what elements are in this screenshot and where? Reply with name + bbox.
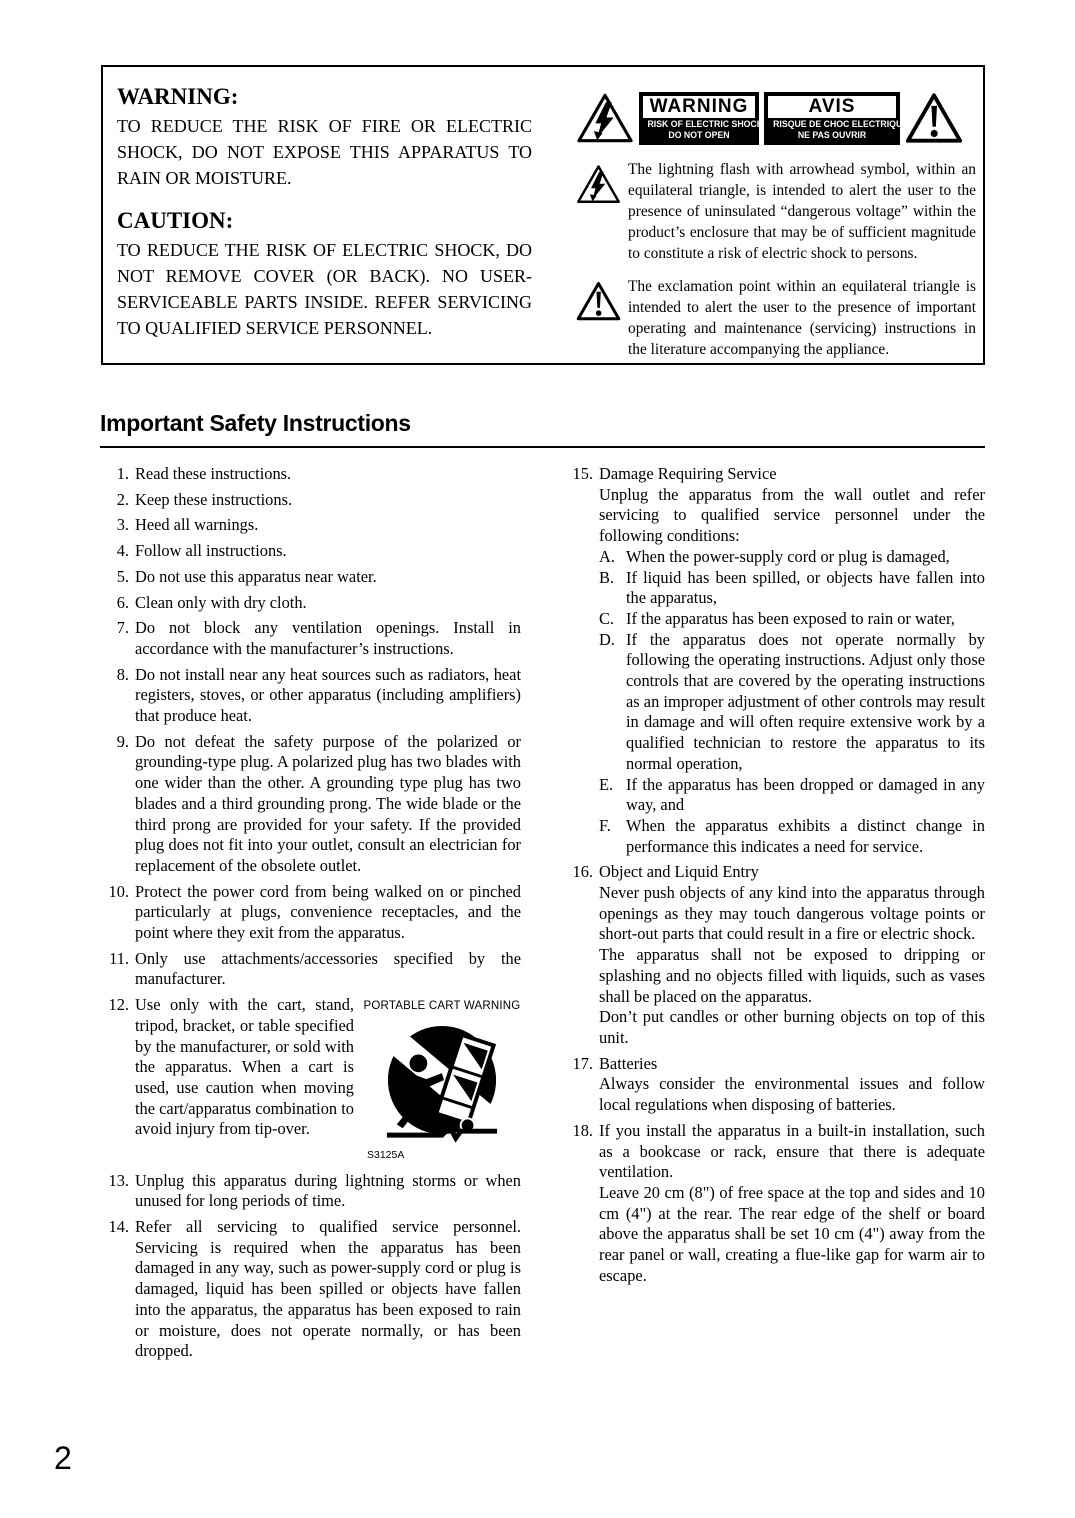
list-item <box>564 464 985 857</box>
list-item <box>564 862 985 1048</box>
sub-item <box>599 609 985 630</box>
item-body <box>599 1121 985 1287</box>
item-number: 17. <box>572 1053 593 1073</box>
sub-item-letter: C. <box>599 608 615 628</box>
item-text: Do not block any ventilation openings. Install in accordance with the manufacturer’s instructions. <box>135 618 521 658</box>
item-text: Heed all warnings. <box>135 515 259 535</box>
item-number: 9. <box>116 731 129 751</box>
warning-label-line2: DO NOT OPEN <box>668 129 730 141</box>
exclamation-triangle-icon <box>905 92 963 145</box>
list-item <box>100 618 521 659</box>
list-item <box>100 541 521 562</box>
list-item <box>100 567 521 588</box>
sub-item <box>599 775 985 816</box>
item-number: 7. <box>116 618 129 638</box>
sub-item-letter: B. <box>599 567 615 587</box>
item-number: 14. <box>108 1216 129 1236</box>
lightning-note-text: The lightning flash with arrowhead symbol, within an equilateral triangle, is intended to alert the user to the presence of uninsulated “dangerous voltage” within the product’s enclosure that may be of sufficient magnitude to constitute a risk of electric shock to persons. <box>628 161 976 262</box>
item-number: 2. <box>116 489 129 509</box>
item-number: 8. <box>116 664 129 684</box>
list-item <box>564 1054 985 1116</box>
warning-label-badge <box>639 92 764 145</box>
list-item <box>100 665 521 727</box>
item-body <box>599 1054 985 1116</box>
item-title: Object and Liquid Entry <box>599 862 759 882</box>
portable-cart-warning-figure <box>363 995 521 1165</box>
caution-heading: CAUTION: <box>117 208 234 233</box>
item-title: Batteries <box>599 1053 658 1073</box>
list-item <box>100 515 521 536</box>
list-item <box>100 882 521 944</box>
item-text: Don’t put candles or other burning objects on top of this unit. <box>599 1007 985 1047</box>
warning-text: TO REDUCE THE RISK OF FIRE OR ELECTRIC SHOCK, DO NOT EXPOSE THIS APPARATUS TO RAIN OR MOISTURE. <box>117 116 532 188</box>
item-text: Leave 20 cm (8") of free space at the top and sides and 10 cm (4") at the rear. The rear edge of the shelf or board above the apparatus shall be set 10 cm (4") away from the rear panel or wall, creating a flue-like gap for warm air to escape. <box>599 1182 985 1285</box>
list-item <box>100 593 521 614</box>
list-item <box>100 1217 521 1362</box>
page-number: 2 <box>54 1440 72 1476</box>
instructions-column-left <box>100 464 521 1367</box>
item-text: Do not defeat the safety purpose of the polarized or grounding-type plug. A polarized plug has two blades with one wider than the other. A grounding type plug has two blades and a third grounding prong. The wide blade or the third prong are provided for your safety. If the provided plug does not fit into your outlet, consult an electrician for replacement of the obsolete outlet. <box>135 731 521 875</box>
avis-label-line2: NE PAS OUVRIR <box>797 129 867 141</box>
item-text: Unplug this apparatus during lightning storms or when unused for long periods of time. <box>135 1170 521 1211</box>
avis-label-title: AVIS <box>768 96 896 118</box>
item-text: Only use attachments/accessories specified by the manufacturer. <box>135 948 521 989</box>
item-text: Do not use this apparatus near water. <box>135 566 377 586</box>
list-item-cart <box>100 995 521 1165</box>
page-title: Important Safety Instructions <box>100 410 411 436</box>
item-text: Do not install near any heat sources such as radiators, heat registers, stoves, or other apparatus (including amplifiers) that produce heat. <box>135 664 521 726</box>
sub-item-text: If the apparatus has been dropped or damaged in any way, and <box>626 774 985 815</box>
sub-item-letter: A. <box>599 546 615 566</box>
exclamation-note-row <box>576 276 976 360</box>
sub-item-letter: F. <box>599 815 611 835</box>
warning-label-line1: RISK OF ELECTRIC SHOCK <box>647 118 764 130</box>
list-item <box>100 490 521 511</box>
warning-label-title: WARNING <box>643 96 755 118</box>
item-number: 5. <box>116 566 129 586</box>
sub-item-letter: D. <box>599 629 615 649</box>
sub-item <box>599 630 985 775</box>
sub-item-text: If the apparatus does not operate normally by following the operating instructions. Adjust only those controls that are covered by the operating instructions as an improper adjustment of other controls may result in damage and will often require extensive work by a qualified technician to restore the apparatus to its normal operation, <box>626 629 985 773</box>
item-number: 18. <box>572 1120 593 1140</box>
item-text: The apparatus shall not be exposed to dripping or splashing and no objects filled with liquids, such as vases shall be placed on the apparatus. <box>599 945 985 1006</box>
avis-label-line1: RISQUE DE CHOC ELECTRIQUE <box>773 118 909 130</box>
list-item <box>100 464 521 485</box>
item-number: 12. <box>108 995 129 1015</box>
list-item <box>100 1171 521 1212</box>
exclamation-note-text: The exclamation point within an equilateral triangle is intended to alert the user to the presence of important operating and maintenance (servicing) instructions in the literature accompanying the appliance. <box>628 278 976 358</box>
item-text: Clean only with dry cloth. <box>135 592 307 612</box>
cart-figure-code: S3125A <box>367 1148 405 1161</box>
item-text: Never push objects of any kind into the apparatus through openings as they may touch dangerous voltage points or short-out parts that could result in a fire or electric shock. <box>599 883 985 944</box>
portable-cart-warning-icon <box>383 1024 501 1144</box>
item-text: Read these instructions. <box>135 464 292 483</box>
item-number: 1. <box>116 464 129 483</box>
item-number: 10. <box>108 881 129 901</box>
item-body <box>599 862 985 1048</box>
caution-text: TO REDUCE THE RISK OF ELECTRIC SHOCK, DO NOT REMOVE COVER (OR BACK). NO USER-SERVICEABLE PARTS INSIDE. REFER SERVICING TO QUALIFIED SERVICE PERSONNEL. <box>117 240 532 338</box>
item-text: Protect the power cord from being walked on or pinched particularly at plugs, convenience receptacles, and the point where they exit from the apparatus. <box>135 881 521 943</box>
sub-item <box>599 568 985 609</box>
item-text: Refer all servicing to qualified service personnel. Servicing is required when the apparatus has been damaged in any way, such as power-supply cord or plug is damaged, liquid has been spilled or objects have fallen into the apparatus, the apparatus has been exposed to rain or moisture, does not operate normally, or has been dropped. <box>135 1216 521 1361</box>
item-number: 11. <box>109 948 129 968</box>
item-number: 15. <box>572 464 593 483</box>
item-number: 13. <box>108 1170 129 1190</box>
item-number: 3. <box>116 515 129 535</box>
cart-figure-title: PORTABLE CART WARNING <box>363 1000 521 1013</box>
instructions-column-right <box>564 464 985 1291</box>
warning-caution-box <box>101 65 985 365</box>
item-text: Follow all instructions. <box>135 541 287 561</box>
item-title: Damage Requiring Service <box>599 464 777 483</box>
sub-item-text: If the apparatus has been exposed to rain or water, <box>626 608 955 628</box>
item-number: 6. <box>116 592 129 612</box>
item-text: Unplug the apparatus from the wall outlet and refer servicing to qualified service personnel under the following conditions: <box>599 484 985 546</box>
item-text: Use only with the cart, stand, tripod, bracket, or table specified by the manufacturer, or sold with the apparatus. When a cart is used, use caution when moving the cart/apparatus combination to avoid injury from tip-over. <box>135 995 354 1139</box>
hazard-labels-row <box>576 89 976 147</box>
item-text: Always consider the environmental issues and follow local regulations when disposing of batteries. <box>599 1074 985 1115</box>
list-item <box>100 732 521 877</box>
item-body <box>599 464 985 857</box>
lightning-triangle-icon <box>576 164 621 205</box>
sub-item-text: If liquid has been spilled, or objects have fallen into the apparatus, <box>626 567 985 608</box>
sub-item-text: When the power-supply cord or plug is damaged, <box>626 546 950 566</box>
item-number: 4. <box>116 541 129 561</box>
warning-heading: WARNING: <box>117 84 239 109</box>
item-body <box>135 995 521 1165</box>
sub-item <box>599 547 985 568</box>
list-item <box>100 949 521 990</box>
title-divider <box>100 446 985 448</box>
exclamation-triangle-icon <box>576 281 621 322</box>
item-text: If you install the apparatus in a built-in installation, such as a bookcase or rack, ensure that there is adequate ventilation. <box>599 1120 985 1182</box>
lightning-triangle-icon <box>576 92 634 145</box>
list-item <box>564 1121 985 1287</box>
lightning-note-row <box>576 159 976 264</box>
sub-item-letter: E. <box>599 774 614 794</box>
avis-label-badge <box>764 92 909 145</box>
warning-caution-text-block <box>117 83 532 357</box>
item-text: Keep these instructions. <box>135 489 293 509</box>
sub-item <box>599 816 985 857</box>
hazard-symbols-block <box>576 89 976 360</box>
sub-item-text: When the apparatus exhibits a distinct change in performance this indicates a need for service. <box>626 815 985 856</box>
item-number: 16. <box>572 862 593 882</box>
